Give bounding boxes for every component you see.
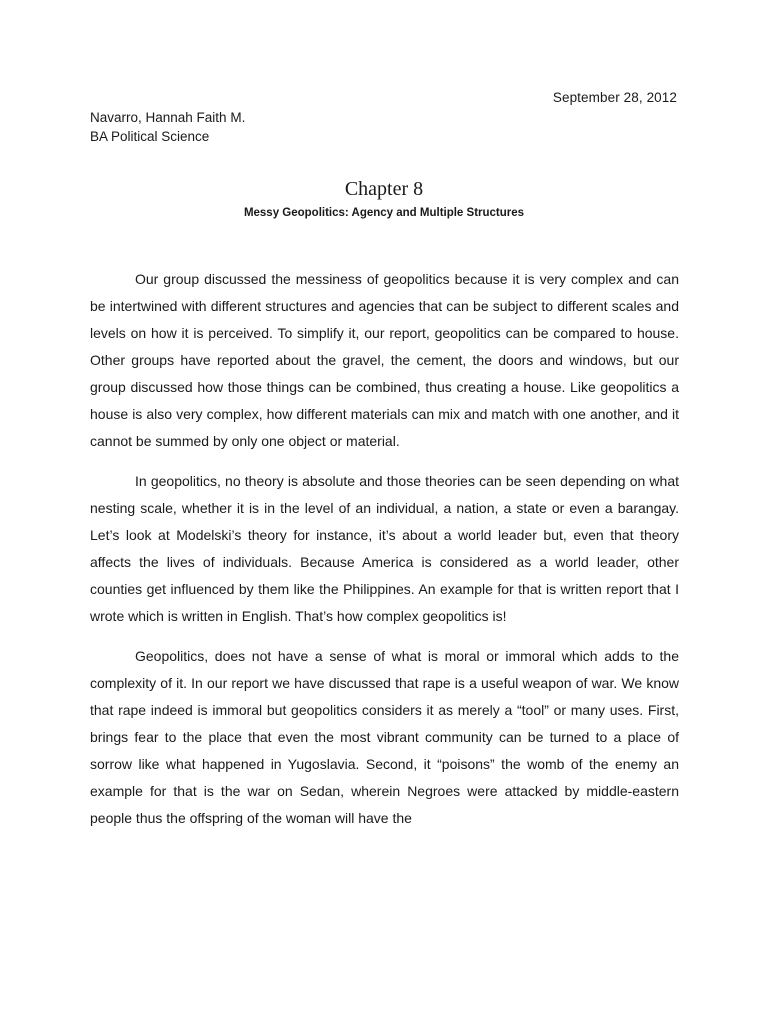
chapter-subtitle: Messy Geopolitics: Agency and Multiple Structures	[243, 207, 525, 219]
body-text	[90, 266, 679, 845]
author-name: Navarro, Hannah Faith M.	[90, 110, 246, 125]
course-name: BA Political Science	[90, 129, 210, 144]
chapter-title: Chapter 8	[344, 178, 424, 200]
paragraph: In geopolitics, no theory is absolute and those theories can be seen depending on what nesting scale, whether it is in the level of an individual, a nation, a state or even a barangay. Let’s look at Modelski’s theory for instance, it’s about a world leader but, even that theory affects the lives of individuals. Because America is considered as a world leader, other counties get influenced by them like the Philippines. An example for that is written report that I wrote which is written in English. That’s how complex geopolitics is!	[90, 473, 679, 624]
author-block	[90, 108, 245, 146]
paragraph: Our group discussed the messiness of geopolitics because it is very complex and can be intertwined with different structures and agencies that can be subject to different scales and levels on how it is perceived. To simplify it, our report, geopolitics can be compared to house. Other groups have reported about the gravel, the cement, the doors and windows, but our group discussed how those things can be combined, thus creating a house. Like geopolitics a house is also very complex, how different materials can mix and match with one another, and it cannot be summed by only one object or material.	[90, 271, 679, 449]
paragraph: Geopolitics, does not have a sense of what is moral or immoral which adds to the complexity of it. In our report we have discussed that rape is a useful weapon of war. We know that rape indeed is immoral but geopolitics considers it as merely a “tool” or many uses. First, brings fear to the place that even the most vibrant community can be turned to a place of sorrow like what happened in Yugoslavia. Second, it “poisons” the womb of the enemy an example for that is the war on Sedan, wherein Negroes were attacked by middle-eastern people thus the offspring of the woman will have the	[90, 648, 679, 826]
document-date: September 28, 2012	[552, 90, 677, 105]
